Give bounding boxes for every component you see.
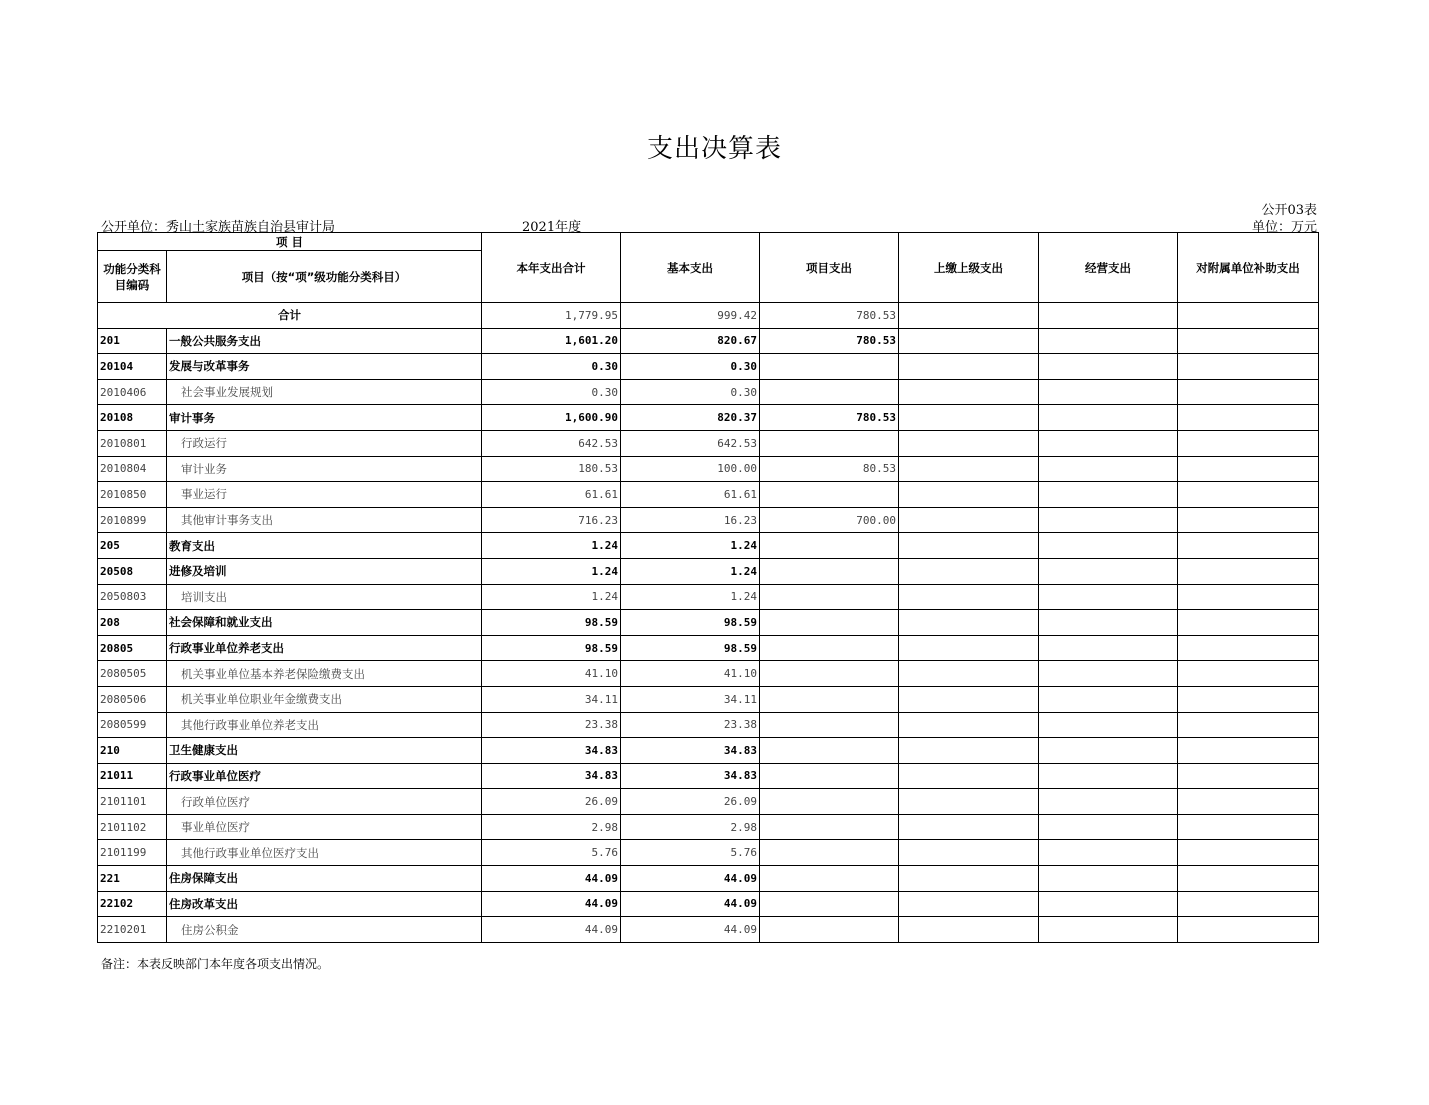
row-name: 行政单位医疗 (167, 789, 482, 815)
row-basic: 41.10 (621, 661, 760, 687)
row-project (760, 814, 899, 840)
row-total: 0.30 (482, 354, 621, 380)
row-project (760, 558, 899, 584)
row-name: 事业单位医疗 (167, 814, 482, 840)
row-project (760, 840, 899, 866)
row-upper (899, 430, 1039, 456)
row-subsidy (1178, 738, 1319, 764)
item-group-header: 项 目 (98, 233, 482, 251)
row-name: 进修及培训 (167, 558, 482, 584)
row-project: 780.53 (760, 405, 899, 431)
row-business (1039, 507, 1178, 533)
row-business (1039, 405, 1178, 431)
row-upper (899, 891, 1039, 917)
row-name: 行政事业单位养老支出 (167, 635, 482, 661)
row-upper (899, 456, 1039, 482)
row-project (760, 482, 899, 508)
row-total: 98.59 (482, 610, 621, 636)
row-project (760, 533, 899, 559)
row-business (1039, 328, 1178, 354)
row-name: 其他审计事务支出 (167, 507, 482, 533)
row-business (1039, 456, 1178, 482)
row-business (1039, 866, 1178, 892)
row-code: 21011 (98, 763, 167, 789)
row-business (1039, 738, 1178, 764)
row-upper (899, 763, 1039, 789)
project-header: 项目支出 (760, 233, 899, 303)
row-total: 642.53 (482, 430, 621, 456)
row-name: 事业运行 (167, 482, 482, 508)
table-row (98, 917, 1319, 943)
row-upper (899, 840, 1039, 866)
table-row (98, 379, 1319, 405)
row-name: 社会事业发展规划 (167, 379, 482, 405)
row-code: 2010406 (98, 379, 167, 405)
row-upper (899, 661, 1039, 687)
row-subsidy (1178, 558, 1319, 584)
row-project (760, 686, 899, 712)
row-code: 2101199 (98, 840, 167, 866)
table-row (98, 610, 1319, 636)
table-row (98, 840, 1319, 866)
row-project (760, 635, 899, 661)
row-total: 5.76 (482, 840, 621, 866)
row-business (1039, 789, 1178, 815)
row-name: 培训支出 (167, 584, 482, 610)
row-total: 34.83 (482, 763, 621, 789)
row-project (760, 584, 899, 610)
row-subsidy (1178, 814, 1319, 840)
row-total: 44.09 (482, 866, 621, 892)
row-name: 社会保障和就业支出 (167, 610, 482, 636)
row-business (1039, 814, 1178, 840)
row-basic: 44.09 (621, 866, 760, 892)
row-upper (899, 558, 1039, 584)
total-business (1039, 303, 1178, 329)
row-upper (899, 405, 1039, 431)
table-row (98, 891, 1319, 917)
row-total: 2.98 (482, 814, 621, 840)
row-code: 22102 (98, 891, 167, 917)
row-basic: 61.61 (621, 482, 760, 508)
row-name: 审计事务 (167, 405, 482, 431)
row-basic: 1.24 (621, 533, 760, 559)
row-basic: 34.83 (621, 763, 760, 789)
row-subsidy (1178, 430, 1319, 456)
row-upper (899, 507, 1039, 533)
row-name: 其他行政事业单位养老支出 (167, 712, 482, 738)
basic-header: 基本支出 (621, 233, 760, 303)
row-upper (899, 686, 1039, 712)
row-project: 780.53 (760, 328, 899, 354)
row-code: 2080505 (98, 661, 167, 687)
row-business (1039, 430, 1178, 456)
row-subsidy (1178, 917, 1319, 943)
table-row (98, 763, 1319, 789)
row-project (760, 763, 899, 789)
row-code: 2210201 (98, 917, 167, 943)
row-subsidy (1178, 712, 1319, 738)
row-total: 41.10 (482, 661, 621, 687)
row-basic: 34.11 (621, 686, 760, 712)
row-subsidy (1178, 328, 1319, 354)
table-row (98, 712, 1319, 738)
row-name: 住房改革支出 (167, 891, 482, 917)
row-basic: 98.59 (621, 610, 760, 636)
row-business (1039, 635, 1178, 661)
row-upper (899, 635, 1039, 661)
row-basic: 642.53 (621, 430, 760, 456)
row-total: 1,601.20 (482, 328, 621, 354)
row-subsidy (1178, 610, 1319, 636)
table-row (98, 866, 1319, 892)
row-basic: 0.30 (621, 379, 760, 405)
row-subsidy (1178, 405, 1319, 431)
row-business (1039, 558, 1178, 584)
row-code: 2080506 (98, 686, 167, 712)
total-total: 1,779.95 (482, 303, 621, 329)
row-name: 其他行政事业单位医疗支出 (167, 840, 482, 866)
total-basic: 999.42 (621, 303, 760, 329)
row-subsidy (1178, 533, 1319, 559)
row-business (1039, 533, 1178, 559)
row-name: 住房公积金 (167, 917, 482, 943)
row-upper (899, 482, 1039, 508)
row-subsidy (1178, 379, 1319, 405)
row-total: 1.24 (482, 558, 621, 584)
table-row (98, 789, 1319, 815)
row-name: 机关事业单位职业年金缴费支出 (167, 686, 482, 712)
row-subsidy (1178, 840, 1319, 866)
row-subsidy (1178, 456, 1319, 482)
table-row (98, 533, 1319, 559)
row-subsidy (1178, 763, 1319, 789)
row-business (1039, 763, 1178, 789)
row-code: 20104 (98, 354, 167, 380)
row-project (760, 661, 899, 687)
row-total: 34.83 (482, 738, 621, 764)
row-subsidy (1178, 686, 1319, 712)
row-code: 2010899 (98, 507, 167, 533)
name-header: 项目（按“项”级功能分类科目） (167, 251, 482, 303)
table-row (98, 482, 1319, 508)
row-upper (899, 814, 1039, 840)
upper-header: 上缴上级支出 (899, 233, 1039, 303)
row-project (760, 354, 899, 380)
total-project: 780.53 (760, 303, 899, 329)
row-business (1039, 917, 1178, 943)
row-basic: 1.24 (621, 584, 760, 610)
row-business (1039, 661, 1178, 687)
row-basic: 0.30 (621, 354, 760, 380)
row-subsidy (1178, 661, 1319, 687)
table-number: 公开03表 (1261, 203, 1317, 218)
row-basic: 820.67 (621, 328, 760, 354)
row-name: 住房保障支出 (167, 866, 482, 892)
row-basic: 16.23 (621, 507, 760, 533)
row-name: 行政运行 (167, 430, 482, 456)
row-total: 44.09 (482, 891, 621, 917)
row-total: 61.61 (482, 482, 621, 508)
row-basic: 44.09 (621, 891, 760, 917)
row-project (760, 610, 899, 636)
total-row (98, 303, 1319, 329)
row-code: 2010801 (98, 430, 167, 456)
row-subsidy (1178, 354, 1319, 380)
row-total: 44.09 (482, 917, 621, 943)
row-code: 205 (98, 533, 167, 559)
row-code: 2010850 (98, 482, 167, 508)
row-basic: 1.24 (621, 558, 760, 584)
fiscal-year: 2021年度 (522, 220, 582, 235)
table-row (98, 738, 1319, 764)
table-row (98, 661, 1319, 687)
row-code: 20108 (98, 405, 167, 431)
table-row (98, 635, 1319, 661)
row-upper (899, 584, 1039, 610)
reporting-unit: 公开单位：秀山土家族苗族自治县审计局 (101, 220, 336, 235)
row-name: 发展与改革事务 (167, 354, 482, 380)
row-code: 20508 (98, 558, 167, 584)
currency-unit: 单位：万元 (1251, 220, 1317, 235)
row-name: 教育支出 (167, 533, 482, 559)
row-project: 700.00 (760, 507, 899, 533)
row-business (1039, 482, 1178, 508)
business-header: 经营支出 (1039, 233, 1178, 303)
row-upper (899, 866, 1039, 892)
row-project (760, 866, 899, 892)
row-business (1039, 584, 1178, 610)
row-total: 34.11 (482, 686, 621, 712)
row-total: 0.30 (482, 379, 621, 405)
row-project (760, 891, 899, 917)
row-basic: 23.38 (621, 712, 760, 738)
row-total: 716.23 (482, 507, 621, 533)
row-project (760, 789, 899, 815)
table-row (98, 354, 1319, 380)
row-subsidy (1178, 866, 1319, 892)
row-subsidy (1178, 789, 1319, 815)
row-basic: 98.59 (621, 635, 760, 661)
table-row (98, 507, 1319, 533)
row-business (1039, 610, 1178, 636)
row-code: 210 (98, 738, 167, 764)
row-project (760, 379, 899, 405)
row-code: 2010804 (98, 456, 167, 482)
row-code: 208 (98, 610, 167, 636)
table-row (98, 558, 1319, 584)
row-subsidy (1178, 584, 1319, 610)
subsidy-header: 对附属单位补助支出 (1178, 233, 1319, 303)
row-total: 1.24 (482, 533, 621, 559)
table-row (98, 430, 1319, 456)
row-project (760, 917, 899, 943)
total-subsidy (1178, 303, 1319, 329)
row-code: 2080599 (98, 712, 167, 738)
table-row (98, 456, 1319, 482)
row-total: 98.59 (482, 635, 621, 661)
table-row (98, 584, 1319, 610)
row-name: 一般公共服务支出 (167, 328, 482, 354)
row-name: 机关事业单位基本养老保险缴费支出 (167, 661, 482, 687)
row-upper (899, 354, 1039, 380)
row-upper (899, 533, 1039, 559)
row-name: 行政事业单位医疗 (167, 763, 482, 789)
row-total: 1.24 (482, 584, 621, 610)
row-code: 2101102 (98, 814, 167, 840)
row-business (1039, 379, 1178, 405)
total-upper (899, 303, 1039, 329)
row-basic: 100.00 (621, 456, 760, 482)
table-row (98, 328, 1319, 354)
row-basic: 34.83 (621, 738, 760, 764)
row-subsidy (1178, 507, 1319, 533)
row-upper (899, 738, 1039, 764)
row-subsidy (1178, 891, 1319, 917)
row-total: 180.53 (482, 456, 621, 482)
row-upper (899, 789, 1039, 815)
row-code: 221 (98, 866, 167, 892)
row-subsidy (1178, 635, 1319, 661)
table-row (98, 814, 1319, 840)
total-header: 本年支出合计 (482, 233, 621, 303)
row-basic: 44.09 (621, 917, 760, 943)
row-project (760, 430, 899, 456)
table-row (98, 686, 1319, 712)
row-project (760, 738, 899, 764)
page-title: 支出决算表 (646, 134, 782, 164)
row-business (1039, 840, 1178, 866)
row-total: 23.38 (482, 712, 621, 738)
row-total: 1,600.90 (482, 405, 621, 431)
row-business (1039, 354, 1178, 380)
row-upper (899, 379, 1039, 405)
row-business (1039, 686, 1178, 712)
row-upper (899, 328, 1039, 354)
row-upper (899, 712, 1039, 738)
row-upper (899, 610, 1039, 636)
row-basic: 26.09 (621, 789, 760, 815)
row-basic: 820.37 (621, 405, 760, 431)
footnote: 备注：本表反映部门本年度各项支出情况。 (101, 957, 330, 971)
row-subsidy (1178, 482, 1319, 508)
row-name: 卫生健康支出 (167, 738, 482, 764)
row-project (760, 712, 899, 738)
row-upper (899, 917, 1039, 943)
expenditure-table (97, 232, 1319, 943)
code-header: 功能分类科目编码 (98, 251, 167, 303)
row-code: 20805 (98, 635, 167, 661)
row-code: 201 (98, 328, 167, 354)
row-basic: 5.76 (621, 840, 760, 866)
row-code: 2101101 (98, 789, 167, 815)
total-label: 合计 (98, 303, 482, 329)
row-business (1039, 891, 1178, 917)
row-name: 审计业务 (167, 456, 482, 482)
row-basic: 2.98 (621, 814, 760, 840)
row-code: 2050803 (98, 584, 167, 610)
row-project: 80.53 (760, 456, 899, 482)
row-total: 26.09 (482, 789, 621, 815)
table-row (98, 405, 1319, 431)
row-business (1039, 712, 1178, 738)
